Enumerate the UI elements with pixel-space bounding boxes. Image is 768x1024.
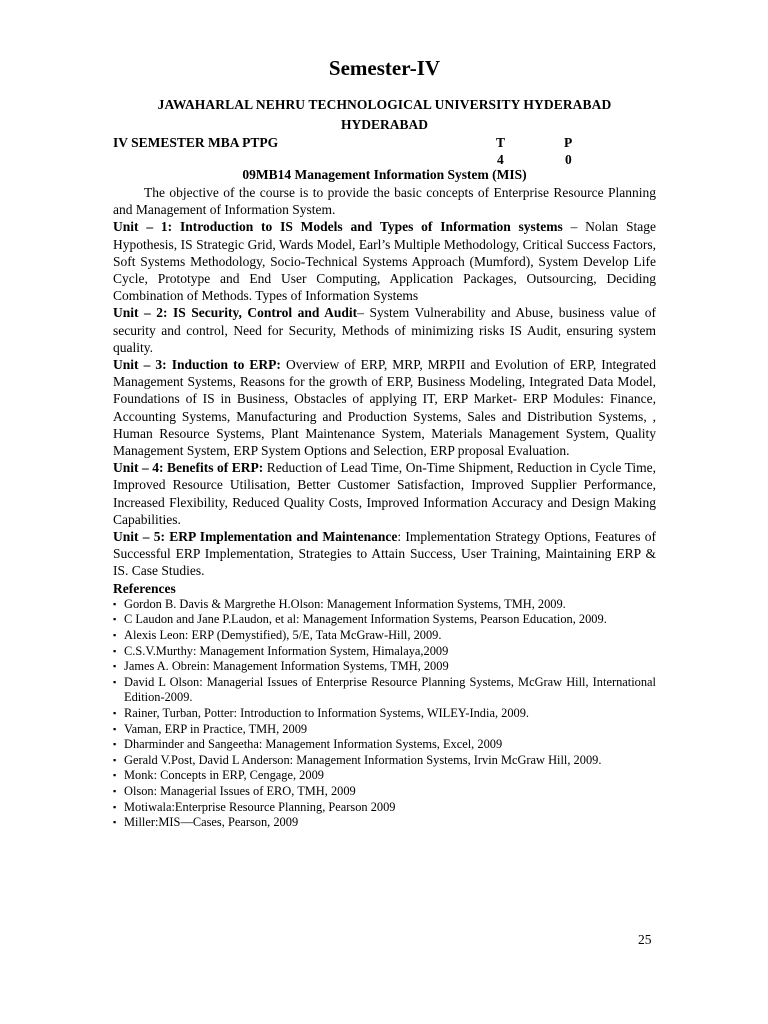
reference-item (113, 722, 656, 738)
bullet-icon: ▪ (113, 614, 117, 625)
reference-text: Olson: Managerial Issues of ERO, TMH, 2009 (124, 784, 356, 798)
bullet-icon: ▪ (113, 770, 117, 781)
university-name: JAWAHARLAL NEHRU TECHNOLOGICAL UNIVERSITY HYDERABAD (157, 97, 612, 112)
unit-heading: Unit – 5: ERP Implementation and Maintenance (113, 529, 398, 545)
reference-item (113, 815, 656, 831)
bullet-icon: ▪ (113, 801, 117, 812)
unit-paragraph (113, 459, 656, 528)
university-city: HYDERABAD (340, 117, 428, 132)
semester-label: IV SEMESTER MBA PTPG (113, 135, 279, 150)
intro-paragraph: The objective of the course is to provide the basic concepts of Enterprise Resource Planning and Management of Information System. (113, 185, 656, 218)
reference-item (113, 753, 656, 769)
unit-text: – Nolan Stage Hypothesis, IS Strategic Grid, Wards Model, Earl’s Multiple Methodology, Critical Success Factors, Soft Systems Methodology, Socio-Technical Systems Approach (Mumford), System Develop Life Cycle, Prototype and End User Computing, Application Packages, Outsourcing, Deciding Combination of Methods. Types of Information Systems (113, 219, 656, 304)
bullet-icon: ▪ (113, 598, 117, 609)
unit-paragraph (113, 356, 656, 459)
reference-item (113, 659, 656, 675)
bullet-icon: ▪ (113, 645, 117, 656)
reference-text: David L Olson: Managerial Issues of Enterprise Resource Planning Systems, McGraw Hill, International Edition-2009. (124, 674, 656, 705)
bullet-icon: ▪ (113, 723, 117, 734)
unit-text: Reduction of Lead Time, On-Time Shipment, Reduction in Cycle Time, Improved Resource Utilisation, Better Customer Satisfaction, Improved Supplier Performance, Increased Flexibility, Reduced Quality Costs, Improved Information Accuracy and Design Making Capabilities. (113, 460, 656, 527)
bullet-icon: ▪ (113, 708, 117, 719)
syllabus-body (113, 184, 656, 831)
reference-text: Dharminder and Sangeetha: Management Information Systems, Excel, 2009 (124, 737, 503, 752)
unit-paragraph (113, 528, 656, 580)
bullet-icon: ▪ (113, 661, 117, 672)
bullet-icon: ▪ (113, 786, 117, 796)
reference-text: James A. Obrein: Management Information Systems, TMH, 2009 (124, 659, 449, 674)
reference-text: Gerald V.Post, David L Anderson: Management Information Systems, Irvin McGraw Hill, 2009. (124, 752, 602, 767)
reference-text: Alexis Leon: ERP (Demystified), 5/E, Tata McGraw-Hill, 2009. (124, 628, 442, 643)
reference-item (113, 784, 656, 800)
reference-text: Miller:MIS—Cases, Pearson, 2009 (124, 815, 299, 830)
bullet-icon: ▪ (113, 630, 117, 641)
p-value: 0 (565, 152, 572, 167)
references-list (113, 597, 656, 831)
reference-item (113, 628, 656, 644)
reference-item (113, 800, 656, 816)
unit-heading: Unit – 4: Benefits of ERP: (113, 460, 264, 476)
bullet-icon: ▪ (113, 676, 117, 687)
reference-text: Vaman, ERP in Practice, TMH, 2009 (124, 721, 308, 736)
reference-item (113, 597, 656, 613)
bullet-icon: ▪ (113, 817, 117, 828)
unit-heading: Unit – 3: Induction to ERP: (113, 357, 281, 373)
reference-item (113, 644, 656, 660)
unit-heading: Unit – 2: IS Security, Control and Audit (113, 305, 358, 321)
reference-text: C Laudon and Jane P.Laudon, et al: Management Information Systems, Pearson Education, 2009. (124, 612, 607, 627)
reference-item (113, 737, 656, 753)
course-title: 09MB14 Management Information System (MIS) (242, 167, 527, 182)
reference-text: Rainer, Turban, Potter: Introduction to Information Systems, WILEY-India, 2009. (124, 706, 530, 721)
unit-text: Overview of ERP, MRP, MRPII and Evolution of ERP, Integrated Management Systems, Reasons for the growth of ERP, Business Modeling, Integrated Data Model, Foundations of IS in Business, Obstacles of applying IT, ERP Market- ERP Modules: Finance, Accounting Systems, Manufacturing and Production Systems, Sales and Distribution Systems, , Human Resource Systems, Plant Maintenance System, Materials Management System, Quality Management System, ERP System Options and Selection, ERP proposal Evaluation. (113, 357, 656, 459)
reference-item (113, 706, 656, 722)
reference-item (113, 768, 656, 784)
references-heading: References (113, 580, 176, 596)
reference-text: Gordon B. Davis & Margrethe H.Olson: Management Information Systems, TMH, 2009. (124, 596, 566, 611)
reference-item (113, 612, 656, 628)
unit-paragraph (113, 304, 656, 356)
page-title: Semester-IV (328, 56, 441, 80)
bullet-icon: ▪ (113, 754, 117, 765)
t-label: T (496, 135, 506, 150)
unit-text: – System Vulnerability and Abuse, business value of security and control, Need for Security, Methods of minimizing risks IS Audit, ensuring system quality. (113, 305, 656, 355)
reference-text: Motiwala:Enterprise Resource Planning, Pearson 2009 (124, 799, 396, 814)
t-value: 4 (497, 152, 504, 167)
reference-text: C.S.V.Murthy: Management Information System, Himalaya,2009 (124, 643, 449, 658)
page-number: 25 (638, 932, 652, 947)
unit-heading: Unit – 1: Introduction to IS Models and Types of Information systems (113, 219, 563, 235)
unit-paragraph (113, 218, 656, 304)
unit-text: : Implementation Strategy Options, Features of Successful ERP Implementation, Strategies to Attain Success, User Training, Maintaining ERP & IS. Case Studies. (113, 529, 656, 579)
reference-text: Monk: Concepts in ERP, Cengage, 2009 (124, 768, 324, 783)
p-label: P (564, 135, 573, 150)
reference-item (113, 675, 656, 706)
bullet-icon: ▪ (113, 739, 117, 750)
